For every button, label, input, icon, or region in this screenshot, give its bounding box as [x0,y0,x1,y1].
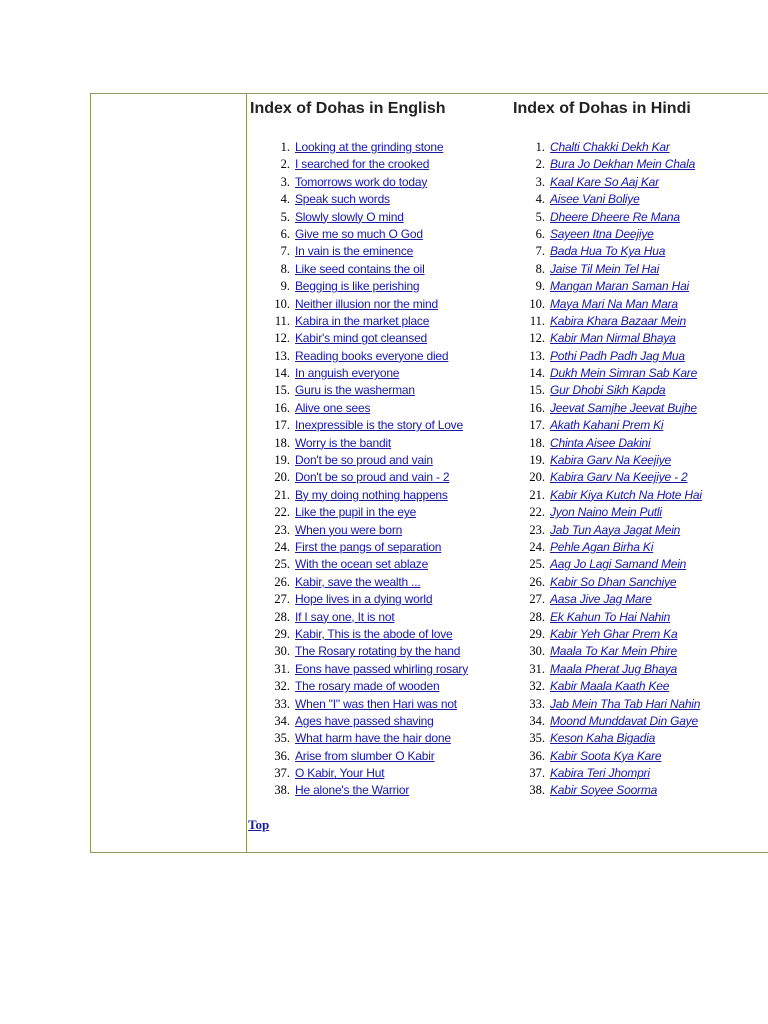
english-list-item [250,730,468,747]
item-number: 2. [535,157,545,172]
hindi-doha-link[interactable]: Kabir Yeh Ghar Prem Ka [550,626,678,641]
english-list-item [250,609,468,626]
english-doha-link[interactable]: Kabira in the market place [295,313,430,328]
hindi-list-item [513,556,702,573]
english-doha-link[interactable]: Tomorrows work do today [295,174,428,189]
item-number: 34. [529,713,545,728]
hindi-list-item [513,278,702,295]
hindi-doha-link[interactable]: Pothi Padh Padh Jag Mua [550,348,685,363]
item-number: 19. [529,453,545,468]
item-number: 6. [535,226,545,241]
hindi-list-item [513,626,702,643]
item-number: 9. [535,279,545,294]
item-number: 12. [274,331,290,346]
hindi-list-item [513,696,702,713]
english-doha-link[interactable]: Speak such words [295,192,390,207]
item-number: 13. [529,348,545,363]
english-doha-link[interactable]: First the pangs of separation [295,539,442,554]
item-number: 20. [529,470,545,485]
item-number: 36. [529,748,545,763]
english-doha-link[interactable]: He alone's the Warrior [295,783,410,798]
english-list-item [250,348,468,365]
hindi-doha-link[interactable]: Kabir Kiya Kutch Na Hote Hai [550,487,702,502]
hindi-list-item [513,487,702,504]
hindi-doha-link[interactable]: Kabir Soyee Soorma [550,783,658,798]
item-number: 1. [280,140,290,154]
item-number: 22. [529,505,545,520]
hindi-doha-link[interactable]: Kabir Soota Kya Kare [550,748,662,763]
english-list-item [250,626,468,643]
hindi-doha-link[interactable]: Pehle Agan Birha Ki [550,539,654,554]
item-number: 30. [274,644,290,659]
hindi-doha-link[interactable]: Akath Kahani Prem Ki [550,418,664,433]
hindi-doha-link[interactable]: Aisee Vani Boliye [550,192,640,207]
item-number: 32. [529,679,545,694]
hindi-list-item [513,243,702,260]
item-number: 16. [529,400,545,415]
english-doha-link[interactable]: O Kabir, Your Hut [295,766,385,781]
english-list-item [250,643,468,660]
english-doha-link[interactable]: Looking at the grinding stone [295,140,444,154]
item-number: 17. [529,418,545,433]
item-number: 2. [280,157,290,172]
hindi-index-heading: Index of Dohas in Hindi [513,100,691,117]
english-doha-link[interactable]: Begging is like perishing [295,279,420,294]
english-doha-link[interactable]: Kabir's mind got cleansed [295,331,428,346]
item-number: 8. [535,261,545,276]
english-list-item [250,313,468,330]
item-number: 23. [529,522,545,537]
english-doha-link[interactable]: Reading books everyone died [295,348,449,363]
english-list-item [250,156,468,173]
english-list-item [250,330,468,347]
english-list-item [250,296,468,313]
english-list-item [250,661,468,678]
item-number: 37. [529,766,545,781]
hindi-list-item [513,400,702,417]
item-number: 34. [274,713,290,728]
item-number: 24. [274,539,290,554]
hindi-doha-link[interactable]: Bura Jo Dekhan Mein Chala [550,157,696,172]
hindi-doha-link[interactable]: Dheere Dheere Re Mana [550,209,680,224]
item-number: 10. [529,296,545,311]
hindi-list-item [513,661,702,678]
hindi-list-item [513,574,702,591]
english-list-item [250,209,468,226]
english-doha-link[interactable]: With the ocean set ablaze [295,557,429,572]
item-number: 36. [274,748,290,763]
hindi-list-item [513,678,702,695]
hindi-list-item [513,539,702,556]
hindi-doha-link[interactable]: Kabir Man Nirmal Bhaya [550,331,676,346]
hindi-list-item [513,452,702,469]
hindi-list-item [513,730,702,747]
hindi-list-item [513,713,702,730]
english-index-heading: Index of Dohas in English [250,100,446,117]
english-doha-link[interactable]: Kabir, save the wealth ... [295,574,421,589]
english-doha-link[interactable]: Hope lives in a dying world [295,592,433,607]
english-list-item [250,400,468,417]
english-doha-link[interactable]: The Rosary rotating by the hand [295,644,461,659]
top-link[interactable]: Top [248,817,270,832]
english-doha-link[interactable]: In anguish everyone [295,366,400,381]
item-number: 26. [274,574,290,589]
english-doha-link[interactable]: Arise from slumber O Kabir [295,748,435,763]
hindi-doha-list [513,139,702,800]
english-list-item [250,713,468,730]
item-number: 27. [274,592,290,607]
hindi-doha-link[interactable]: Kaal Kare So Aaj Kar [550,174,659,189]
hindi-list-item [513,209,702,226]
english-doha-link[interactable]: Don't be so proud and vain [295,453,433,468]
english-doha-link[interactable]: Give me so much O God [295,226,423,241]
english-list-item [250,139,468,156]
english-doha-link[interactable]: What harm have the hair done [295,731,451,746]
item-number: 14. [529,366,545,381]
item-number: 24. [529,539,545,554]
item-number: 22. [274,505,290,520]
hindi-index-column [513,98,768,798]
english-doha-link[interactable]: I searched for the crooked [295,157,430,172]
hindi-doha-link[interactable]: Chinta Aisee Dakini [550,435,651,450]
item-number: 38. [274,783,290,798]
item-number: 4. [280,192,290,207]
hindi-list-item [513,261,702,278]
english-list-item [250,696,468,713]
item-number: 33. [274,696,290,711]
item-number: 3. [280,174,290,189]
english-doha-link[interactable]: Eons have passed whirling rosary [295,661,469,676]
english-doha-link[interactable]: Like seed contains the oil [295,261,425,276]
english-list-item [250,226,468,243]
item-number: 25. [529,557,545,572]
hindi-list-item [513,435,702,452]
hindi-list-item [513,226,702,243]
item-number: 10. [274,296,290,311]
item-number: 35. [274,731,290,746]
item-number: 17. [274,418,290,433]
english-list-item [250,574,468,591]
english-list-item [250,243,468,260]
item-number: 38. [529,783,545,798]
english-list-item [250,556,468,573]
english-list-item [250,365,468,382]
hindi-doha-link[interactable]: Ek Kahun To Hai Nahin [550,609,671,624]
english-list-item [250,469,468,486]
hindi-list-item [513,191,702,208]
hindi-list-item [513,469,702,486]
item-number: 7. [535,244,545,259]
item-number: 31. [529,661,545,676]
hindi-list-item [513,313,702,330]
item-number: 8. [280,261,290,276]
item-number: 6. [280,226,290,241]
hindi-doha-link[interactable]: Jaise Til Mein Tel Hai [550,261,660,276]
hindi-doha-link[interactable]: Maala Pherat Jug Bhaya [550,661,678,676]
hindi-doha-link[interactable]: Aag Jo Lagi Samand Mein [550,557,687,572]
english-list-item [250,487,468,504]
item-number: 31. [274,661,290,676]
hindi-doha-link[interactable]: Jab Tun Aaya Jagat Mein [550,522,681,537]
item-number: 3. [535,174,545,189]
english-list-item [250,539,468,556]
english-doha-list [250,139,468,800]
item-number: 30. [529,644,545,659]
hindi-list-item [513,139,702,156]
item-number: 9. [280,279,290,294]
english-list-item [250,522,468,539]
item-number: 23. [274,522,290,537]
hindi-doha-link[interactable]: Kabir So Dhan Sanchiye [550,574,677,589]
item-number: 11. [529,313,545,328]
english-doha-link[interactable]: Ages have passed shaving [295,713,434,728]
english-doha-link[interactable]: If I say one, It is not [295,609,395,624]
item-number: 7. [280,244,290,259]
hindi-list-item [513,296,702,313]
hindi-doha-link[interactable]: Jeevat Samjhe Jeevat Bujhe [550,400,697,415]
column-divider [246,93,247,853]
english-doha-link[interactable]: By my doing nothing happens [295,487,448,502]
hindi-list-item [513,365,702,382]
hindi-doha-link[interactable]: Maala To Kar Mein Phire [550,644,678,659]
hindi-doha-link[interactable]: Jab Mein Tha Tab Hari Nahin [550,696,701,711]
item-number: 18. [529,435,545,450]
item-number: 1. [535,140,545,154]
hindi-list-item [513,765,702,782]
item-number: 14. [274,366,290,381]
item-number: 35. [529,731,545,746]
hindi-doha-link[interactable]: Chalti Chakki Dekh Kar [550,140,670,154]
hindi-list-item [513,591,702,608]
hindi-list-item [513,382,702,399]
hindi-doha-link[interactable]: Kabira Teri Jhompri [550,766,650,781]
english-list-item [250,678,468,695]
hindi-list-item [513,609,702,626]
item-number: 26. [529,574,545,589]
english-doha-link[interactable]: Worry is the bandit [295,435,392,450]
english-doha-link[interactable]: Alive one sees [295,400,371,415]
item-number: 28. [274,609,290,624]
hindi-list-item [513,156,702,173]
hindi-list-item [513,330,702,347]
english-list-item [250,261,468,278]
hindi-list-item [513,748,702,765]
hindi-doha-link[interactable]: Kabira Khara Bazaar Mein [550,313,686,328]
hindi-list-item [513,417,702,434]
item-number: 25. [274,557,290,572]
hindi-list-item [513,174,702,191]
item-number: 32. [274,679,290,694]
english-doha-link[interactable]: Neither illusion nor the mind [295,296,438,311]
item-number: 15. [529,383,545,398]
item-number: 19. [274,453,290,468]
hindi-doha-link[interactable]: Jyon Naino Mein Putli [550,505,662,520]
hindi-doha-link[interactable]: Kabira Garv Na Keejiye [550,453,671,468]
item-number: 12. [529,331,545,346]
english-list-item [250,452,468,469]
item-number: 5. [535,209,545,224]
item-number: 29. [274,626,290,641]
hindi-list-item [513,643,702,660]
english-doha-link[interactable]: Kabir, This is the abode of love [295,626,453,641]
item-number: 21. [529,487,545,502]
item-number: 29. [529,626,545,641]
english-doha-link[interactable]: Don't be so proud and vain - 2 [295,470,450,485]
english-doha-link[interactable]: Guru is the washerman [295,383,415,398]
item-number: 11. [274,313,290,328]
hindi-doha-link[interactable]: Gur Dhobi Sikh Kapda [550,383,666,398]
english-list-item [250,435,468,452]
hindi-list-item [513,348,702,365]
hindi-list-item [513,782,702,799]
item-number: 4. [535,192,545,207]
hindi-doha-link[interactable]: Kabira Garv Na Keejiye - 2 [550,470,688,485]
item-number: 15. [274,383,290,398]
english-list-item [250,765,468,782]
hindi-doha-link[interactable]: Moond Munddavat Din Gaye [550,713,698,728]
item-number: 28. [529,609,545,624]
english-list-item [250,591,468,608]
english-doha-link[interactable]: When "I" was then Hari was not [295,696,457,711]
english-list-item [250,748,468,765]
english-doha-link[interactable]: Like the pupil in the eye [295,505,417,520]
item-number: 21. [274,487,290,502]
english-list-item [250,191,468,208]
english-doha-link[interactable]: Inexpressible is the story of Love [295,418,463,433]
english-index-column [250,98,506,798]
hindi-list-item [513,522,702,539]
english-list-item [250,278,468,295]
english-list-item [250,417,468,434]
hindi-doha-link[interactable]: Aasa Jive Jag Mare [550,592,652,607]
hindi-doha-link[interactable]: Maya Mari Na Man Mara [550,296,678,311]
item-number: 18. [274,435,290,450]
english-list-item [250,174,468,191]
english-doha-link[interactable]: The rosary made of wooden [295,679,440,694]
item-number: 27. [529,592,545,607]
english-doha-link[interactable]: Slowly slowly O mind [295,209,404,224]
item-number: 37. [274,766,290,781]
english-doha-link[interactable]: In vain is the eminence [295,244,414,259]
hindi-list-item [513,504,702,521]
hindi-doha-link[interactable]: Mangan Maran Saman Hai [550,279,690,294]
hindi-doha-link[interactable]: Dukh Mein Simran Sab Kare [550,366,698,381]
english-doha-link[interactable]: When you were born [295,522,403,537]
item-number: 33. [529,696,545,711]
item-number: 13. [274,348,290,363]
english-list-item [250,382,468,399]
item-number: 16. [274,400,290,415]
item-number: 20. [274,470,290,485]
english-list-item [250,782,468,799]
english-list-item [250,504,468,521]
hindi-doha-link[interactable]: Kabir Maala Kaath Kee [550,679,670,694]
hindi-doha-link[interactable]: Sayeen Itna Deejiye [550,226,654,241]
item-number: 5. [280,209,290,224]
hindi-doha-link[interactable]: Keson Kaha Bigadia [550,731,656,746]
hindi-doha-link[interactable]: Bada Hua To Kya Hua [550,244,666,259]
